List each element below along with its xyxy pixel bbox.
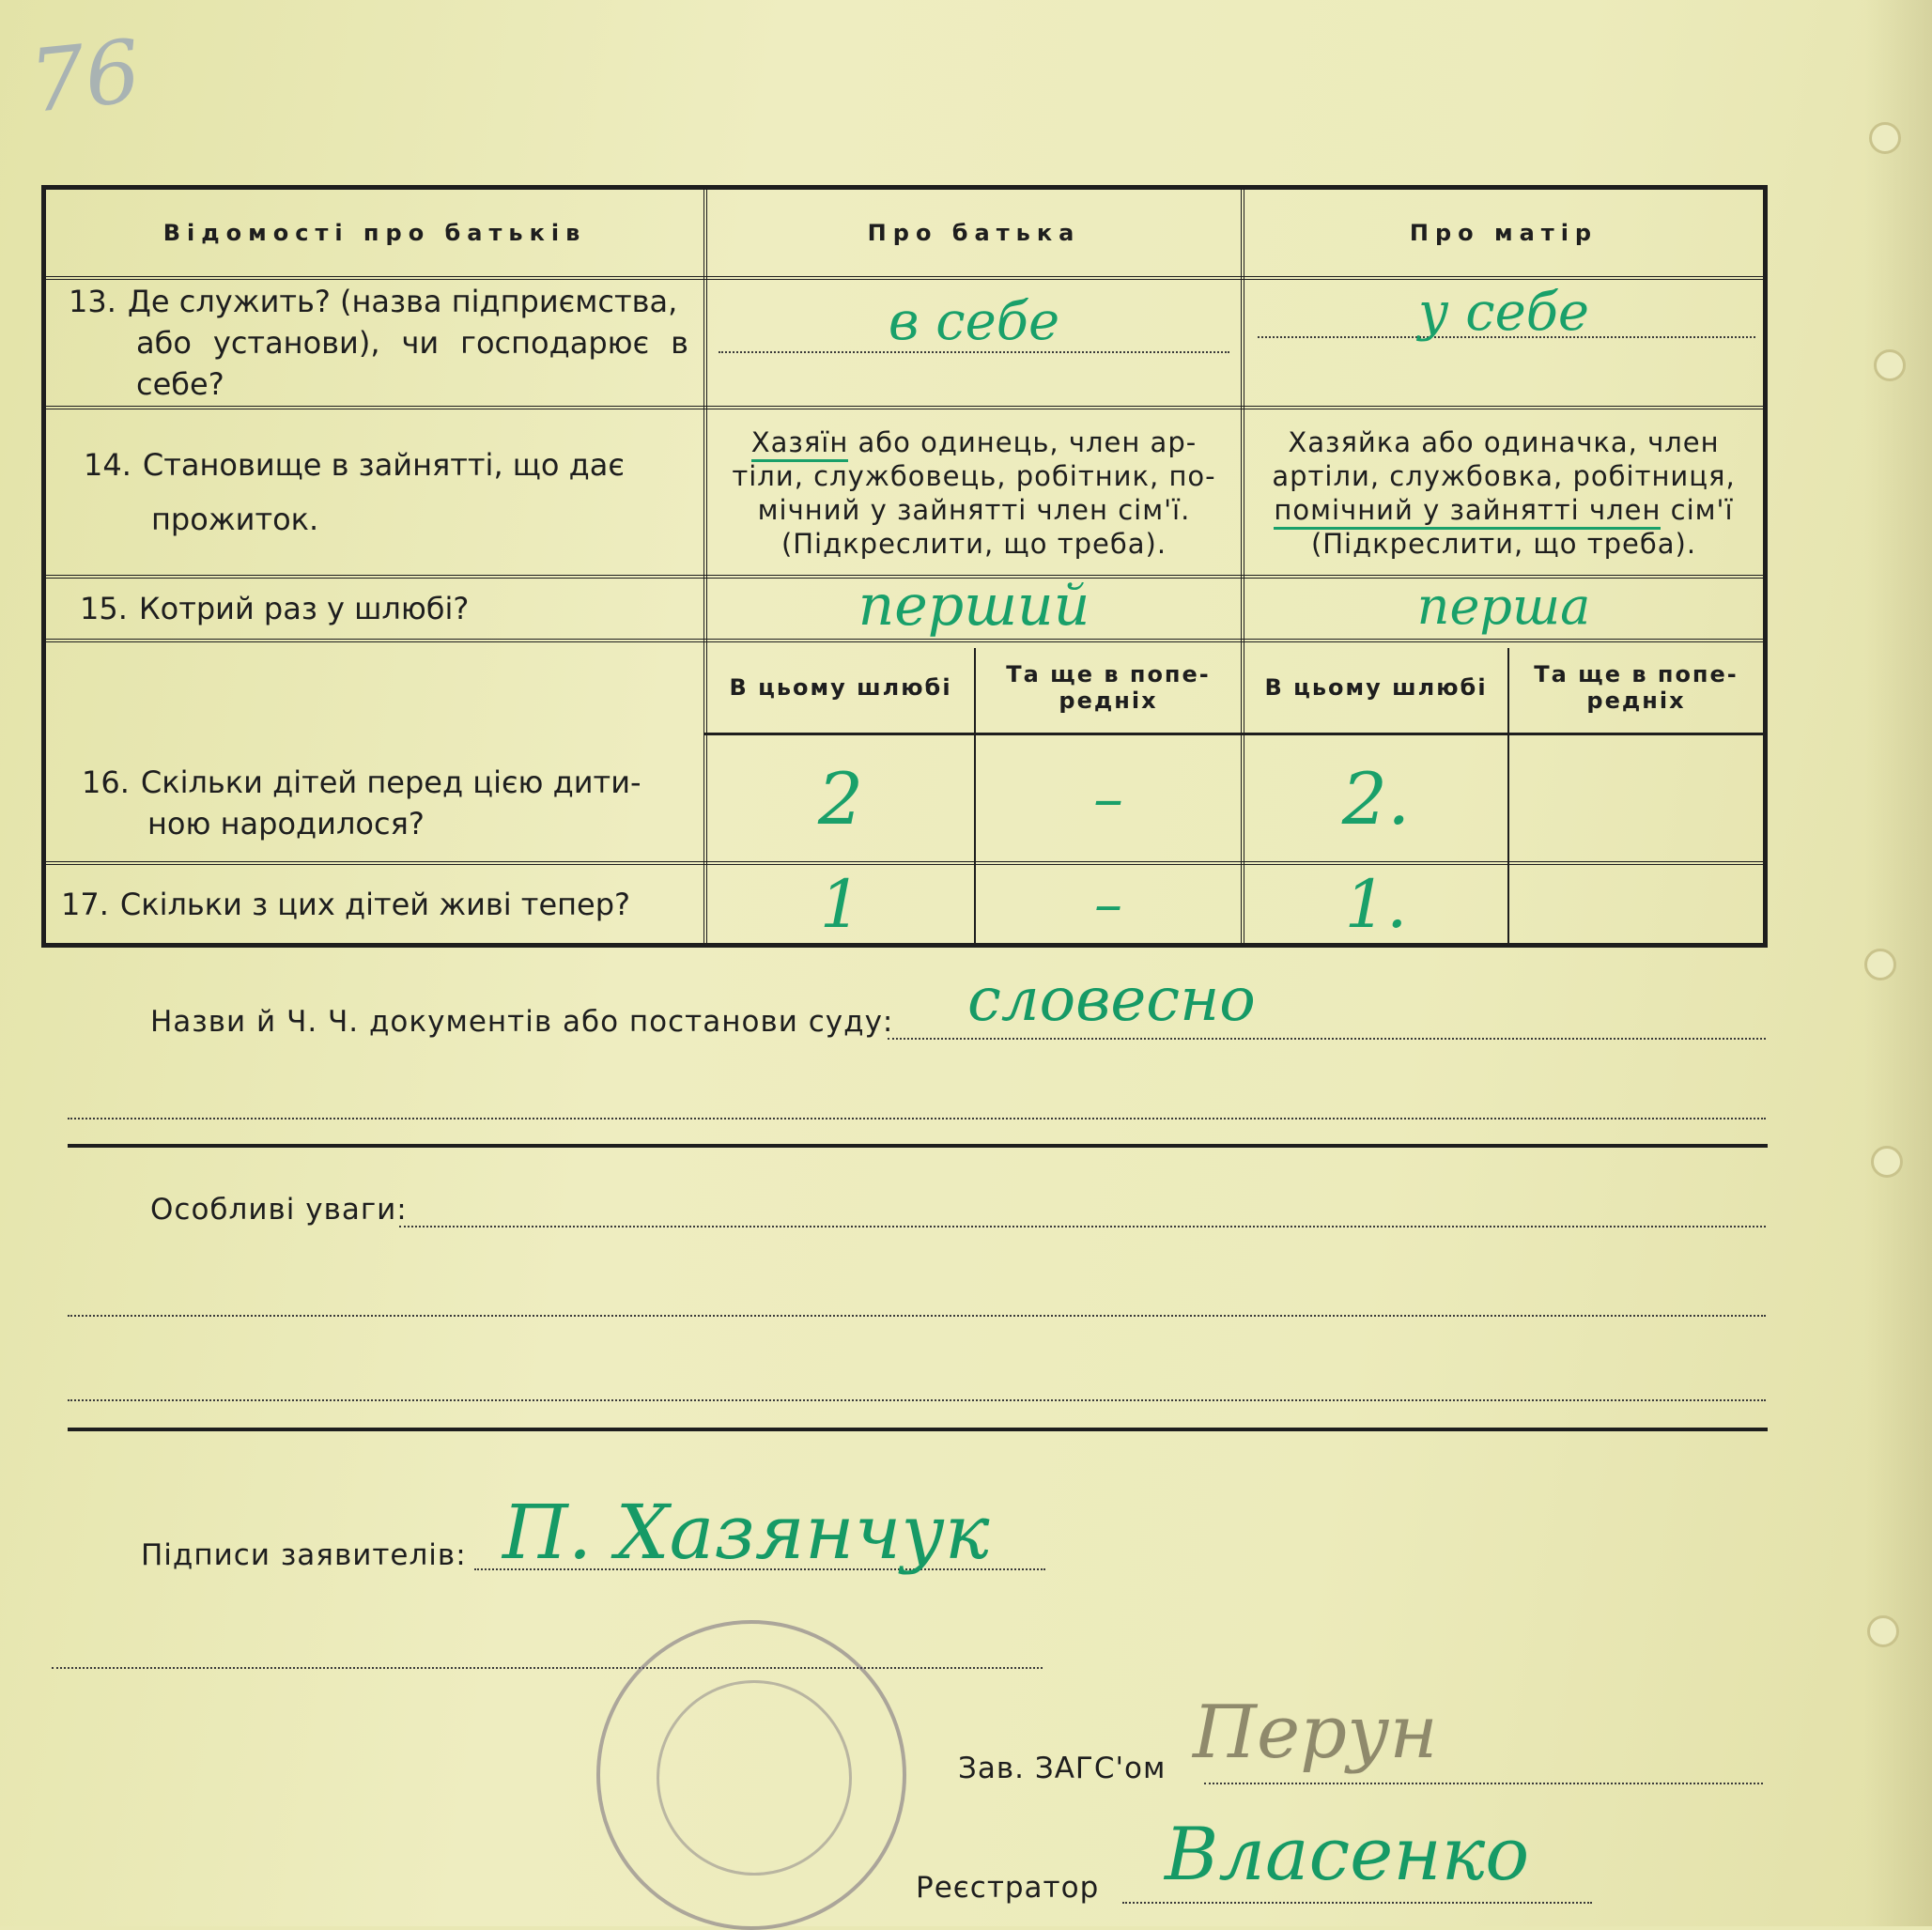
subheader-previous-marriages bbox=[1509, 642, 1763, 733]
subheader-previous-marriages bbox=[976, 642, 1241, 733]
father-occupation-options bbox=[707, 411, 1241, 575]
documents-line-2 bbox=[68, 1118, 1766, 1119]
subheader-this-marriage: В цьому шлюбі bbox=[729, 674, 952, 701]
question-number: 14. bbox=[84, 447, 131, 483]
option-instruction: (Підкреслити, що треба). bbox=[781, 528, 1167, 560]
father-marriage-count: перший bbox=[858, 573, 1090, 639]
question-text: Котрий раз у шлюбі? bbox=[138, 591, 470, 626]
folio-number: 76 bbox=[24, 21, 146, 132]
binding-hole bbox=[1871, 1146, 1903, 1178]
applicants-signature-line-2 bbox=[52, 1667, 1043, 1669]
father-children-previous: – bbox=[1093, 764, 1123, 834]
question-number: 16. bbox=[82, 764, 130, 800]
registry-head-label: Зав. ЗАГС'ом bbox=[958, 1752, 1167, 1785]
question-text: Скільки з цих дітей живі тепер? bbox=[119, 887, 631, 922]
subheader-text: редніх bbox=[1586, 687, 1686, 714]
question-text: Становище в зайнятті, що дає bbox=[142, 447, 625, 483]
header-parents-info: Відомості про батьків bbox=[162, 220, 587, 246]
question-text: Де служить? (назва підприємства, bbox=[127, 284, 678, 319]
documents-label: Назви й Ч. Ч. документів або постанови суду: bbox=[150, 1005, 894, 1039]
father-children-alive-previous: – bbox=[1094, 872, 1122, 937]
father-children-this-marriage: 2 bbox=[817, 757, 864, 841]
question-text: Скільки дітей перед цією дити- bbox=[140, 764, 641, 800]
table-rule bbox=[703, 733, 1763, 735]
option-text: сім'ї bbox=[1670, 494, 1734, 526]
mother-children-alive-this: 1. bbox=[1344, 866, 1408, 943]
father-children-alive-this: 1 bbox=[819, 866, 862, 943]
question-16 bbox=[46, 642, 703, 861]
section-rule bbox=[68, 1144, 1768, 1148]
parents-info-table bbox=[41, 185, 1768, 948]
underlined-option: Хазяїн bbox=[751, 426, 849, 462]
question-number: 13. bbox=[69, 284, 116, 319]
mother-children-previous bbox=[1509, 736, 1763, 861]
mother-occupation-options bbox=[1244, 411, 1763, 575]
question-text: прожиток. bbox=[151, 502, 319, 537]
documents-line bbox=[888, 1038, 1766, 1040]
option-text: артіли, службовка, робітниця, bbox=[1272, 460, 1736, 492]
father-employment-answer: в себе bbox=[888, 290, 1060, 352]
registry-head-signature-line bbox=[1204, 1783, 1763, 1784]
binding-hole bbox=[1867, 1615, 1899, 1647]
registrar-label: Реєстратор bbox=[916, 1871, 1100, 1905]
option-instruction: (Підкреслити, що треба). bbox=[1310, 528, 1697, 560]
binding-hole bbox=[1869, 122, 1901, 154]
mother-children-alive-previous bbox=[1509, 865, 1763, 944]
remarks-line-3 bbox=[68, 1399, 1766, 1401]
mother-children-this-marriage: 2. bbox=[1341, 757, 1411, 841]
question-text: або установи), чи господарює в себе? bbox=[136, 325, 688, 402]
option-text: мічний у зайнятті член сім'ї. bbox=[757, 494, 1191, 526]
question-number: 15. bbox=[80, 591, 128, 626]
question-13 bbox=[46, 280, 703, 406]
mother-marriage-count: перша bbox=[1416, 576, 1591, 636]
question-15 bbox=[46, 579, 703, 639]
remarks-line bbox=[399, 1226, 1766, 1227]
option-text: або одинець, член ар- bbox=[858, 426, 1198, 458]
subheader-this-marriage: В цьому шлюбі bbox=[1264, 674, 1488, 701]
section-rule bbox=[68, 1428, 1768, 1431]
question-17 bbox=[46, 865, 703, 944]
subheader-text: редніх bbox=[1059, 687, 1158, 714]
applicants-signature: П. Хазянчук bbox=[502, 1489, 990, 1576]
stamp-inner-ring bbox=[657, 1680, 852, 1876]
binding-hole bbox=[1864, 949, 1896, 980]
applicants-signatures-label: Підписи заявителів: bbox=[141, 1538, 467, 1572]
subheader-text: Та ще в попе- bbox=[1534, 661, 1739, 687]
official-stamp bbox=[596, 1620, 906, 1930]
subheader-text: Та ще в попе- bbox=[1006, 661, 1211, 687]
mother-employment-answer: у себе bbox=[1417, 281, 1590, 343]
registry-head-signature: Перун bbox=[1193, 1691, 1438, 1775]
question-number: 17. bbox=[61, 887, 109, 922]
remarks-line-2 bbox=[68, 1315, 1766, 1317]
binding-hole bbox=[1874, 349, 1906, 381]
option-text: Хазяйка або одиначка, член bbox=[1288, 426, 1720, 458]
remarks-label: Особливі уваги: bbox=[150, 1193, 408, 1227]
underlined-option: помічний у зайнятті член bbox=[1274, 494, 1661, 530]
option-text: тіли, службовець, робітник, по- bbox=[732, 460, 1216, 492]
registrar-signature: Власенко bbox=[1165, 1813, 1530, 1897]
header-father: Про батька bbox=[867, 220, 1081, 246]
registrar-signature-line bbox=[1122, 1902, 1592, 1904]
question-14 bbox=[46, 409, 703, 575]
documents-value: словесно bbox=[967, 965, 1256, 1035]
header-mother: Про матір bbox=[1409, 220, 1599, 246]
question-text: ною народилося? bbox=[147, 806, 425, 841]
